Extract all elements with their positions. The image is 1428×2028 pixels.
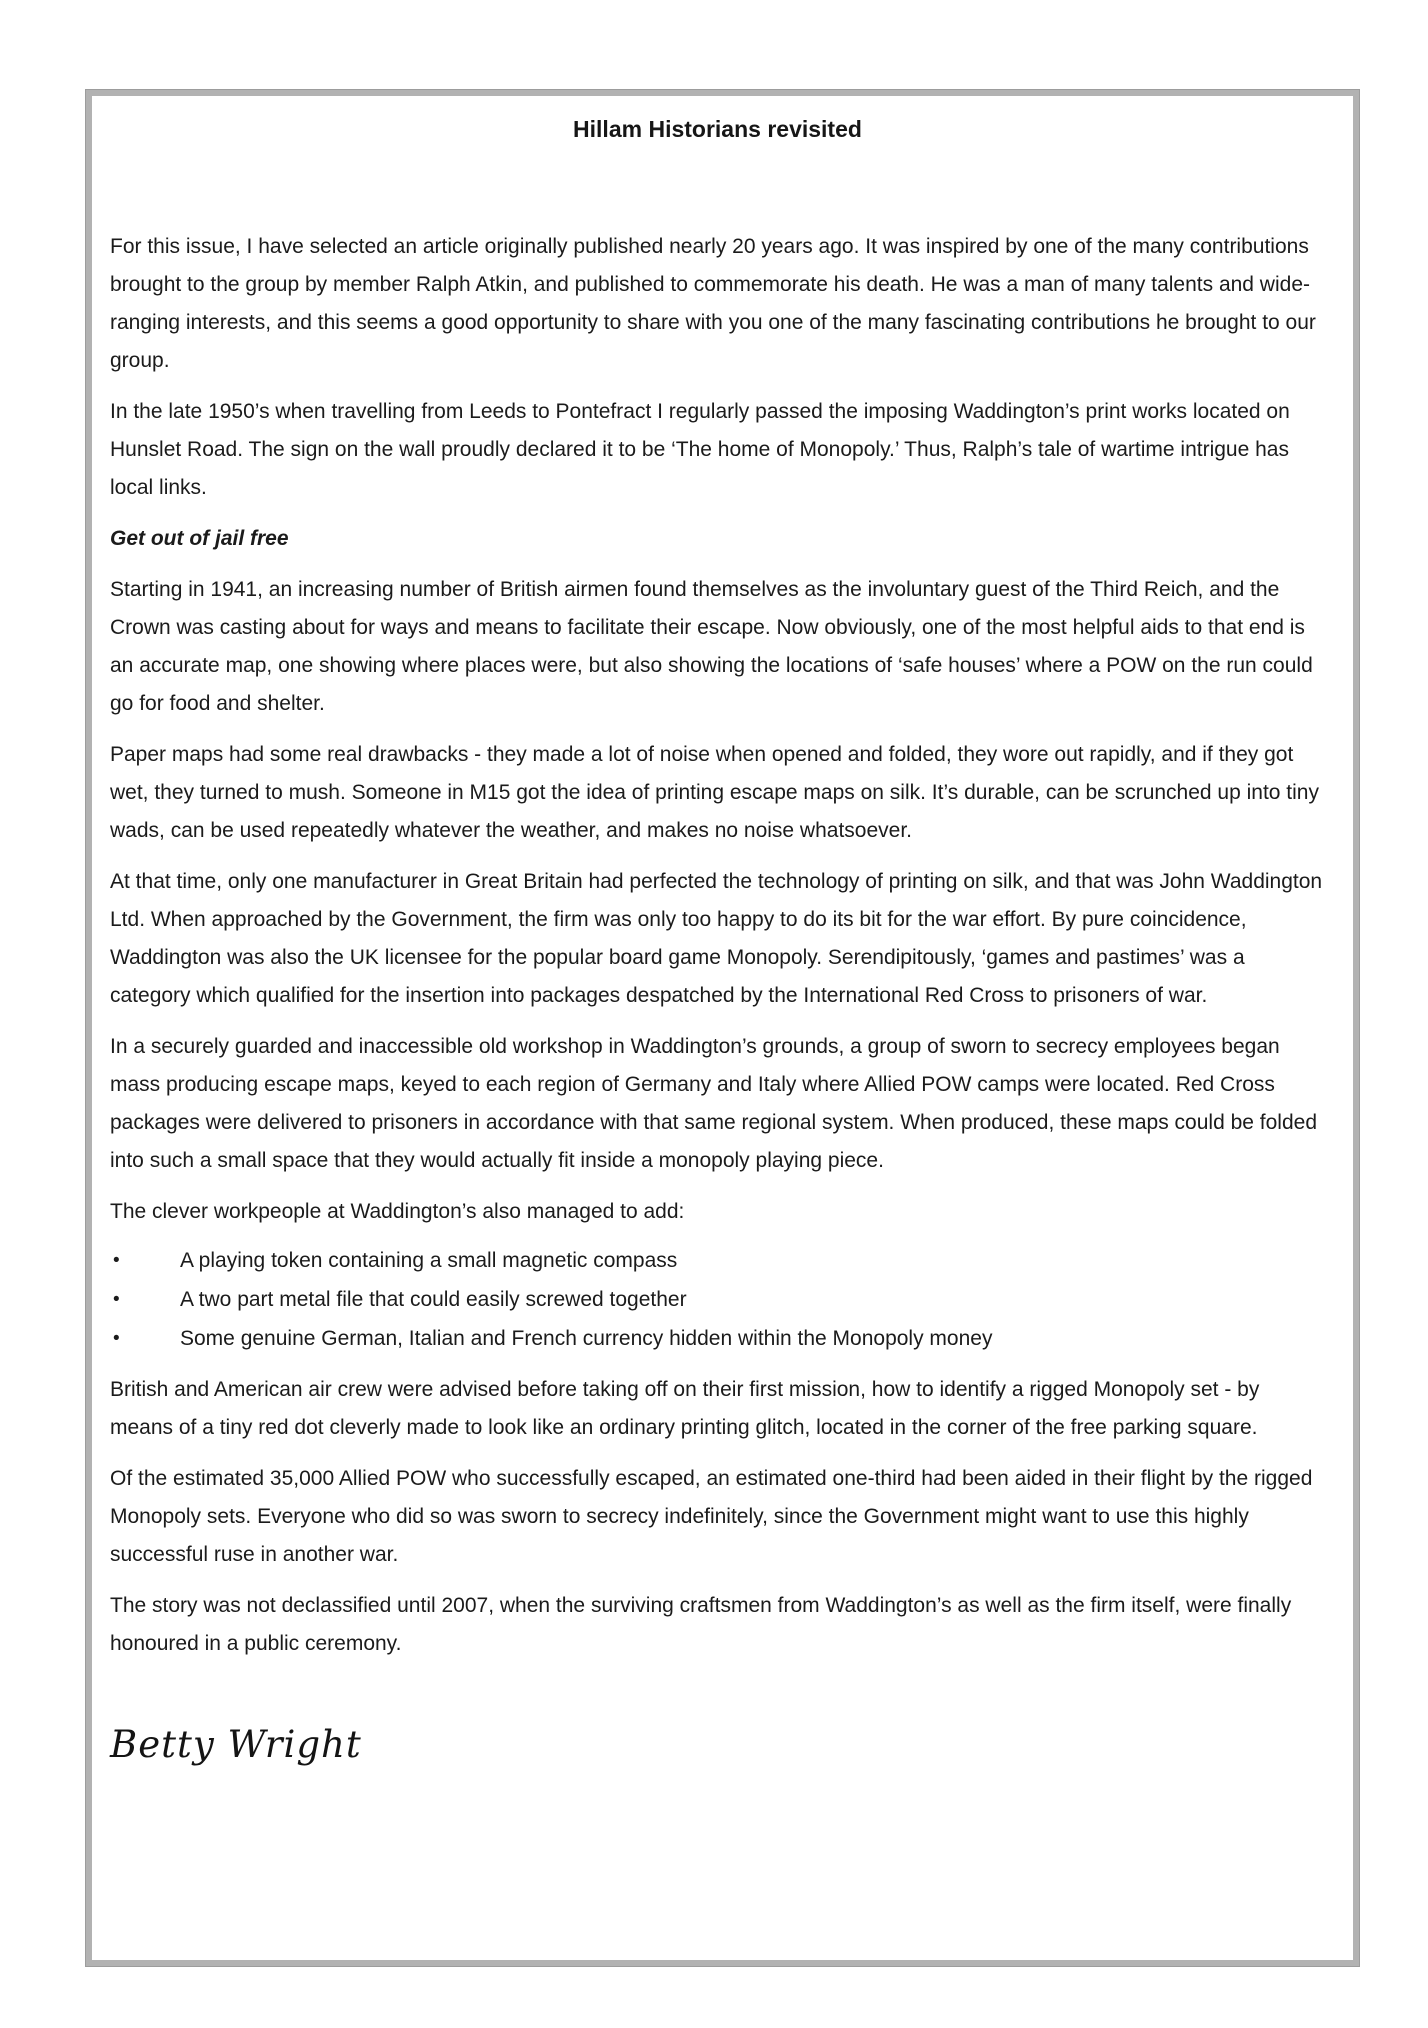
paragraph-intro-1: For this issue, I have selected an article originally published nearly 20 years ago. It was inspired by one of the many contributions brought to the group by member Ralph Atkin, and published to commemorate his death. He was a man of many talents and wide-ranging interests, and this seems a good opportunity to share with you one of the many fascinating contributions he brought to our group. [110, 235, 1316, 372]
section-heading: Get out of jail free [110, 527, 289, 550]
paragraph-section-2: Paper maps had some real drawbacks - they made a lot of noise when opened and folded, they wore out rapidly, and if they got wet, they turned to mush. Someone in M15 got the idea of printing escape maps on silk. It’s durable, can be scrunched up into tiny wads, can be used repeatedly whatever the weather, and makes no noise whatsoever. [110, 743, 1319, 842]
paragraph-after-list-1: British and American air crew were advised before taking off on their first mission, how to identify a rigged Monopoly set - by means of a tiny red dot cleverly made to look like an ordinary printing glitch, located in the corner of the free parking square. [110, 1378, 1260, 1439]
page-title: Hillam Historians revisited [573, 116, 862, 142]
list-item [110, 1241, 1325, 1280]
paragraph-section-3: At that time, only one manufacturer in Great Britain had perfected the technology of printing on silk, and that was John Waddington Ltd. When approached by the Government, the firm was only too happy to do its bit for the war effort. By pure coincidence, Waddington was also the UK licensee for the popular board game Monopoly. Serendipitously, ‘games and pastimes’ was a category which qualified for the insertion into packages despatched by the International Red Cross to prisoners of war. [110, 870, 1323, 1007]
paragraph-after-list-3: The story was not declassified until 2007, when the surviving craftsmen from Waddington’s as well as the firm itself, were finally honoured in a public ceremony. [110, 1594, 1292, 1655]
paragraph-list-intro: The clever workpeople at Waddington’s also managed to add: [110, 1200, 685, 1223]
bullet-icon: • [113, 1328, 120, 1349]
signature: Betty Wright [110, 1723, 362, 1766]
list-item [110, 1319, 1325, 1358]
bullet-icon: • [113, 1250, 120, 1271]
list-item-text: A two part metal file that could easily screwed together [180, 1288, 687, 1311]
bullet-icon: • [113, 1289, 120, 1310]
paragraph-section-1: Starting in 1941, an increasing number of British airmen found themselves as the involuntary guest of the Third Reich, and the Crown was casting about for ways and means to facilitate their escape. Now obviously, one of the most helpful aids to that end is an accurate map, one showing where places were, but also showing the locations of ‘safe houses’ where a POW on the run could go for food and shelter. [110, 578, 1313, 715]
list-item-text: Some genuine German, Italian and French currency hidden within the Monopoly money [180, 1327, 993, 1350]
paragraph-section-4: In a securely guarded and inaccessible old workshop in Waddington’s grounds, a group of sworn to secrecy employees began mass producing escape maps, keyed to each region of Germany and Italy where Allied POW camps were located. Red Cross packages were delivered to prisoners in accordance with that same regional system. When produced, these maps could be folded into such a small space that they would actually fit inside a monopoly playing piece. [110, 1035, 1317, 1172]
paragraph-after-list-2: Of the estimated 35,000 Allied POW who successfully escaped, an estimated one-third had been aided in their flight by the rigged Monopoly sets. Everyone who did so was sworn to secrecy indefinitely, since the Government might want to use this highly successful ruse in another war. [110, 1467, 1313, 1566]
bullet-list [110, 1241, 1325, 1358]
list-item [110, 1280, 1325, 1319]
page-border-frame [86, 90, 1359, 1966]
list-item-text: A playing token containing a small magnetic compass [180, 1249, 678, 1272]
paragraph-intro-2: In the late 1950’s when travelling from Leeds to Pontefract I regularly passed the imposing Waddington’s print works located on Hunslet Road. The sign on the wall proudly declared it to be ‘The home of Monopoly.’ Thus, Ralph’s tale of wartime intrigue has local links. [110, 400, 1290, 499]
